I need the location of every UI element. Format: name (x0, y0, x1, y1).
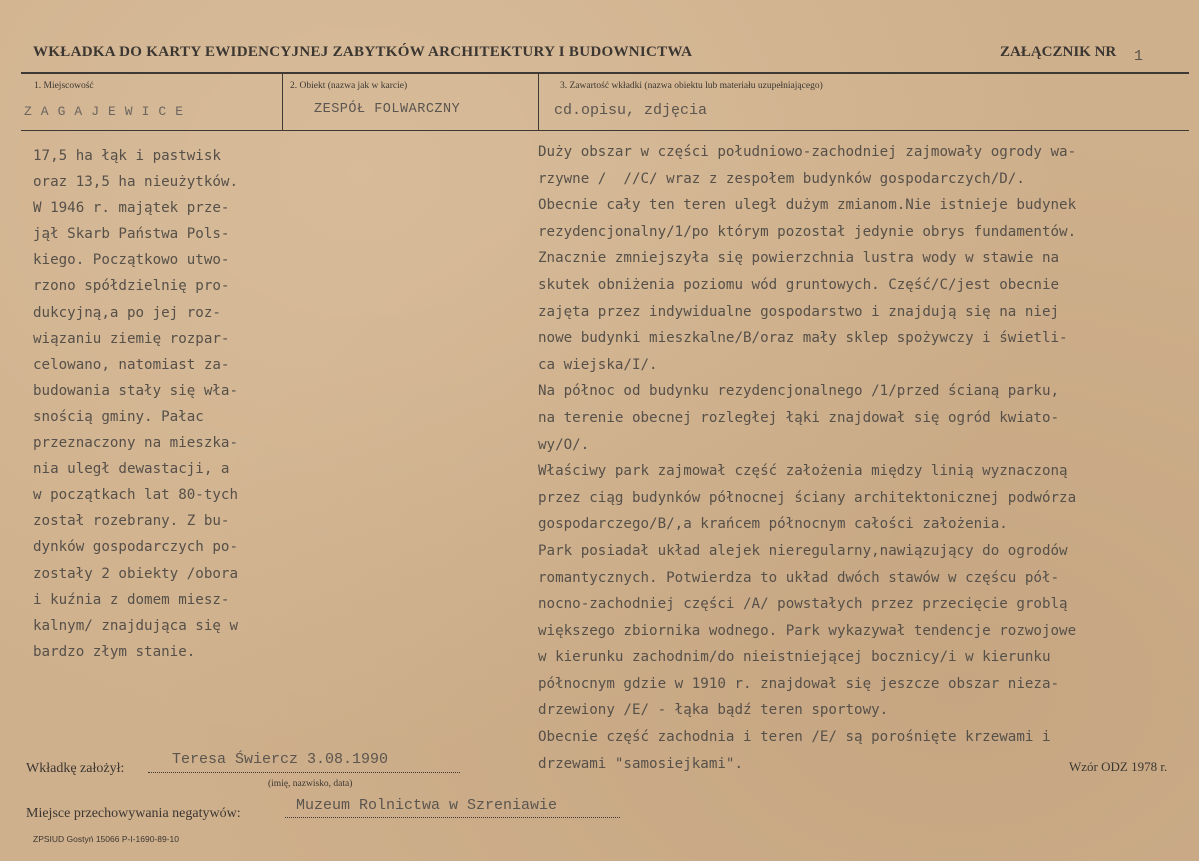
text-line: większego zbiornika wodnego. Park wykazywał tendencje rozwojowe (538, 622, 1077, 639)
text-line: Na północ od budynku rezydencjonalnego /1/przed ścianą parku, (538, 383, 1060, 400)
text-line: rzywne / //C/ wraz z zespołem budynków gospodarczych/D/. (538, 170, 1025, 187)
left-description-column (33, 143, 283, 665)
text-line: nocno-zachodniej części /A/ powstałych przez przecięcie groblą (538, 596, 1068, 613)
place-label: 1. Miejscowość (34, 81, 94, 91)
text-line: Znacznie zmniejszyła się powierzchnia lustra wody w stawie na (538, 250, 1060, 267)
founder-hint: (imię, nazwisko, data) (268, 779, 353, 789)
text-line: kalnym/ znajdująca się w (33, 617, 238, 634)
text-line: celowano, natomiast za- (33, 356, 230, 373)
text-line: Duży obszar w części południowo-zachodniej zajmowały ogrody wa- (538, 144, 1077, 160)
text-line: kiego. Początkowo utwo- (33, 252, 230, 269)
text-line: rzono spółdzielnię pro- (33, 278, 230, 295)
text-line: dukcyjną,a po jej roz- (33, 304, 221, 321)
annex-label: ZAŁĄCZNIK NR (1000, 44, 1117, 60)
text-line: dynków gospodarczych po- (33, 539, 238, 556)
form-template-label: Wzór ODZ 1978 r. (1069, 759, 1168, 774)
top-rule (21, 72, 1189, 74)
text-line: rezydencjonalny/1/po którym pozostał jedynie obrys fundamentów. (538, 223, 1077, 240)
text-line: snością gminy. Pałac (33, 408, 204, 425)
negatives-line (285, 817, 620, 818)
text-line: na terenie obecnej rozległej łąki znajdował się ogród kwiato- (538, 409, 1060, 426)
text-line: przeznaczony na mieszka- (33, 435, 238, 452)
text-line: w kierunku zachodnim/do nieistniejącej bocznicy/i w kierunku (538, 649, 1051, 666)
text-line: skutek obniżenia poziomu wód gruntowych. Część/C/jest obecnie (538, 276, 1060, 293)
text-line: wiązaniu ziemię rozpar- (33, 330, 230, 347)
text-line: ca wiejska/I/. (538, 356, 658, 373)
header-title: WKŁADKA DO KARTY EWIDENCYJNEJ ZABYTKÓW ARCHITEKTURY I BUDOWNICTWA (33, 44, 693, 60)
print-mark: ZPSIUD Gostyń 15066 P-I-1690-89-10 (33, 834, 179, 844)
text-line: W 1946 r. majątek prze- (33, 200, 230, 217)
text-line: północnym gdzie w 1910 r. znajdował się jeszcze obszar nieza- (538, 675, 1060, 692)
annex-number: 1 (1134, 48, 1144, 65)
text-line: Obecnie cały ten teren uległ dużym zmianom.Nie istnieje budynek (538, 197, 1077, 214)
fields-bottom-rule (21, 130, 1189, 131)
right-description-column (538, 139, 1198, 777)
negatives-value: Muzeum Rolnictwa w Szreniawie (296, 797, 558, 814)
text-line: Właściwy park zajmował część założenia między linią wyznaczoną (538, 463, 1068, 480)
place-value: ZAGAJEWICE (24, 104, 193, 119)
text-line: drzewami "samosiejkami". (538, 755, 743, 772)
text-line: przez ciąg budynków północnej ściany architektonicznej podwórza (538, 489, 1077, 506)
negatives-label: Miejsce przechowywania negatywów: (26, 806, 241, 821)
text-line: romantycznych. Potwierdza to układ dwóch stawów w częścu pół- (538, 569, 1060, 586)
text-line: Obecnie część zachodnia i teren /E/ są porośnięte krzewami i (538, 729, 1051, 746)
content-value: cd.opisu, zdjęcia (554, 102, 708, 119)
field-divider-2 (538, 74, 539, 130)
text-line: Park posiadał układ alejek nieregularny,nawiązujący do ogrodów (538, 542, 1068, 559)
text-line: nia uległ dewastacji, a (33, 461, 230, 478)
founder-label: Wkładkę założył: (26, 761, 125, 776)
field-divider-1 (282, 74, 283, 130)
object-value: ZESPÓŁ FOLWARCZNY (314, 102, 461, 117)
text-line: został rozebrany. Z bu- (33, 513, 230, 530)
text-line: budowania stały się wła- (33, 382, 238, 399)
text-line: wy/O/. (538, 436, 590, 453)
text-line: 17,5 ha łąk i pastwisk (33, 148, 221, 164)
text-line: nowe budynki mieszkalne/B/oraz mały sklep spożywczy i świetli- (538, 330, 1068, 347)
text-line: gospodarczego/B/,a krańcem północnym całości założenia. (538, 516, 1008, 533)
object-label: 2. Obiekt (nazwa jak w karcie) (290, 81, 408, 91)
founder-value: Teresa Świercz 3.08.1990 (172, 751, 389, 768)
text-line: drzewiony /E/ - łąka bądź teren sportowy. (538, 702, 889, 719)
text-line: oraz 13,5 ha nieużytków. (33, 174, 238, 191)
text-line: zajęta przez indywidualne gospodarstwo i znajdują się na niej (538, 303, 1060, 320)
text-line: i kuźnia z domem miesz- (33, 591, 230, 608)
content-label: 3. Zawartość wkładki (nazwa obiektu lub materiału uzupełniającego) (560, 81, 823, 91)
text-line: zostały 2 obiekty /obora (33, 565, 238, 582)
founder-line (148, 772, 460, 773)
text-line: jął Skarb Państwa Pols- (33, 226, 230, 243)
text-line: bardzo złym stanie. (33, 643, 196, 660)
text-line: w początkach lat 80-tych (33, 487, 238, 504)
